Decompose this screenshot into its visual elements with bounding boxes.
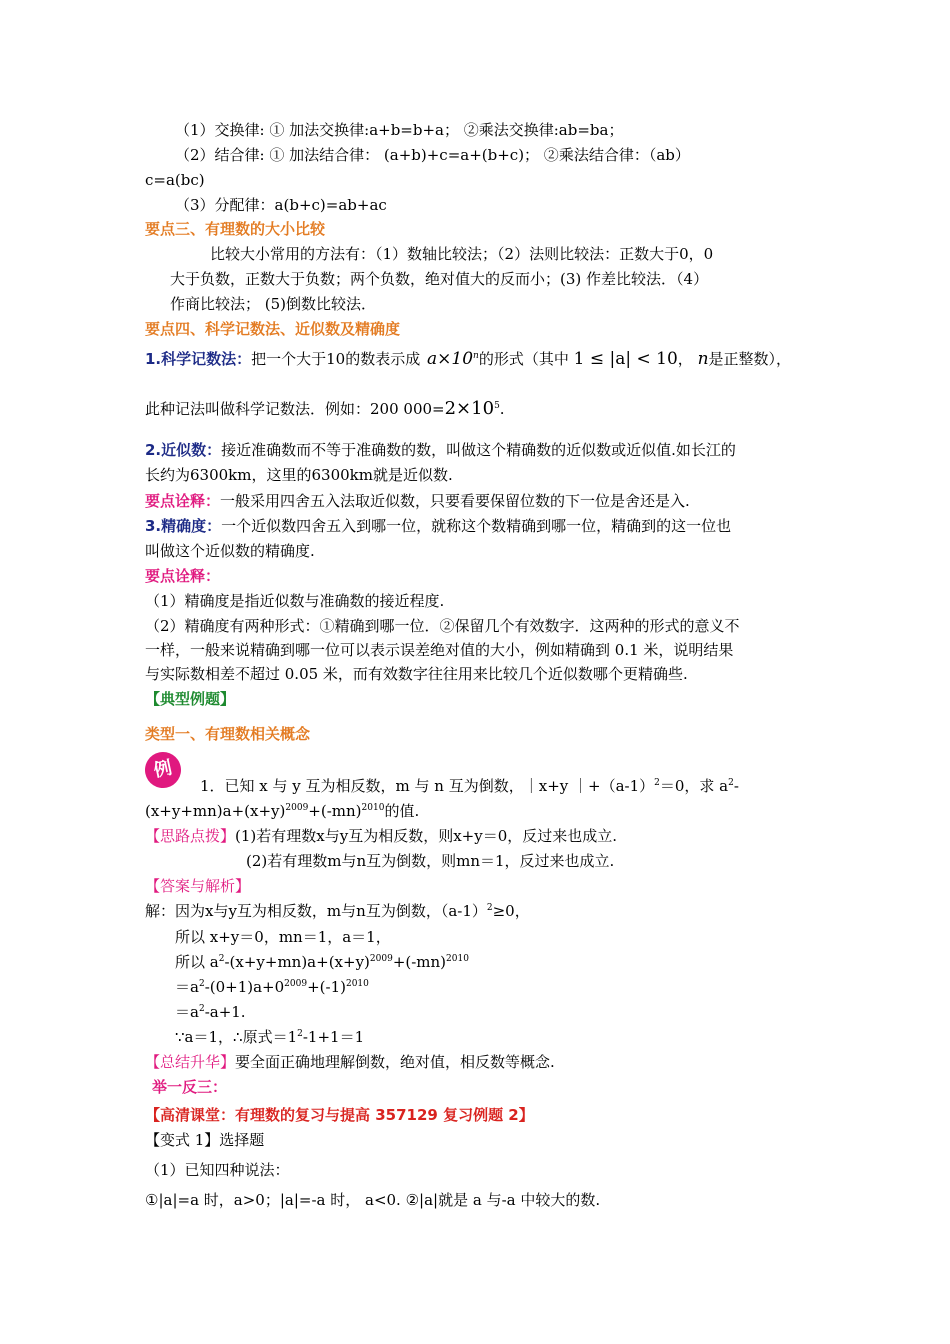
answer-label: 【答案与解析】 — [145, 877, 251, 895]
section-heading: 要点三、有理数的大小比较 — [145, 220, 326, 238]
hint-label: 【思路点拨】 — [145, 827, 236, 845]
text: 的形式（其中 — [478, 350, 569, 368]
sci-notation-line — [145, 346, 791, 372]
tip-label: 要点诠释： — [145, 492, 221, 510]
approx-line: 2.近似数：接近准确数而不等于准确数的数，叫做这个精确数的近似数或近似值.如长江的 — [145, 441, 736, 459]
paragraph-line: 与实际数相差不超过 0.05 米，而有效数字往往用来比较几个近似数哪个更精确些. — [145, 665, 688, 683]
tip-line: 要点诠释：一般采用四舍五入法取近似数，只要看要保留位数的下一位是舍还是入. — [145, 492, 690, 510]
tip-label: 要点诠释： — [145, 567, 221, 585]
solution-line: $=a^2-a+1$. — [175, 1003, 246, 1021]
text-line: （3）分配律：a(b+c)=ab+ac — [175, 196, 387, 214]
paragraph-line: 比较大小常用的方法有：（1）数轴比较法；（2）法则比较法：正数大于0，0 — [210, 245, 714, 263]
paragraph-line: 一样，一般来说精确到哪一位可以表示误差绝对值的大小，例如精确到 0.1 米，说明结果 — [145, 641, 734, 659]
precision-label: 3.精确度： — [145, 517, 222, 535]
paragraph-line: （2）精确度有两种形式：①精确到哪一位．②保留几个有效数字．这两种的形式的意义不 — [145, 617, 740, 635]
formula: $2\times 10^5$ — [444, 398, 500, 419]
formula: $a\times 10^n$ — [427, 349, 479, 369]
sci-example-line: 此种记法叫做科学记数法．例如：200 $000=2\times 10^5$. — [145, 398, 505, 419]
formula-n: n — [697, 349, 709, 369]
text: ， — [677, 350, 693, 368]
summary-line: 【总结升华】要全面正确地理解倒数，绝对值，相反数等概念. — [145, 1053, 555, 1071]
paragraph-line: 叫做这个近似数的精确度. — [145, 542, 315, 560]
practice-heading: 举一反三： — [152, 1078, 228, 1096]
sci-notation-label: 1.科学记数法： — [145, 350, 252, 368]
solution-line: $=a^2-(0+1)a+0^{2009}+(-1)^{2010}$ — [175, 978, 369, 996]
solution-line: 所以 x+y＝0，mn＝1，a＝1， — [175, 928, 391, 946]
variant-label: 【变式 1】选择题 — [145, 1131, 265, 1149]
approx-label: 2.近似数： — [145, 441, 222, 459]
variant-options: ①|a|=a 时，a>0；|a|=-a 时， a<0. ②|a|就是 a 与-a 中较大的数. — [145, 1191, 601, 1209]
text: 是正整数）， — [708, 350, 792, 368]
hint-line: (2)若有理数m与n互为倒数，则mn＝1，反过来也成立. — [246, 852, 615, 870]
example-badge-icon: 例 — [142, 749, 185, 792]
examples-heading: 【典型例题】 — [145, 690, 236, 708]
solution-line: 解：因为x与y互为相反数，m与n互为倒数，$(a-1)^2\ge 0$， — [145, 902, 530, 920]
paragraph-line: （1）精确度是指近似数与准确数的接近程度. — [145, 592, 445, 610]
summary-label: 【总结升华】 — [145, 1053, 236, 1071]
video-reference: 【高清课堂：有理数的复习与提高 357129 复习例题 2】 — [145, 1106, 534, 1124]
variant-question: （1）已知四种说法： — [145, 1161, 290, 1179]
question-line: 1．已知 x 与 y 互为相反数，m 与 n 互为倒数，｜x+y $|+(a-1)^2=0$，求 $a^2-$ — [200, 777, 739, 795]
section-heading: 要点四、科学记数法、近似数及精确度 — [145, 320, 401, 338]
formula-range: 1 ≤ |a| < 10 — [573, 349, 678, 369]
text-line: （2）结合律: ① 加法结合律： (a+b)+c=a+(b+c)； ②乘法结合律：（ab） — [175, 146, 690, 164]
text: 把一个大于10的数表示成 — [251, 350, 421, 368]
type-heading: 类型一、有理数相关概念 — [145, 725, 311, 743]
precision-line: 3.精确度：一个近似数四舍五入到哪一位，就称这个数精确到哪一位，精确到的这一位也 — [145, 517, 732, 535]
text-line: （1）交换律: ① 加法交换律:a+b=b+a； ②乘法交换律:ab=ba； — [175, 121, 624, 139]
paragraph-line: 大于负数，正数大于负数；两个负数，绝对值大的反而小；(3) 作差比较法．（4） — [170, 270, 709, 288]
text-line: c=a(bc) — [145, 171, 205, 189]
question-line: $(x+y+mn)a+(x+y)^{2009}+(-mn)^{2010}$的值. — [145, 802, 420, 820]
paragraph-line: 长约为6300km，这里的6300km就是近似数. — [145, 466, 453, 484]
solution-line: ∵a＝1，∴原式$=1^2-1+1=1$ — [175, 1028, 365, 1046]
paragraph-line: 作商比较法； (5)倒数比较法． — [170, 295, 377, 313]
hint-line: 【思路点拨】(1)若有理数x与y互为相反数，则x+y＝0，反过来也成立. — [145, 827, 618, 845]
solution-line: 所以 $a^2-(x+y+mn)a+(x+y)^{2009}+(-mn)^{2010}$ — [175, 953, 469, 971]
